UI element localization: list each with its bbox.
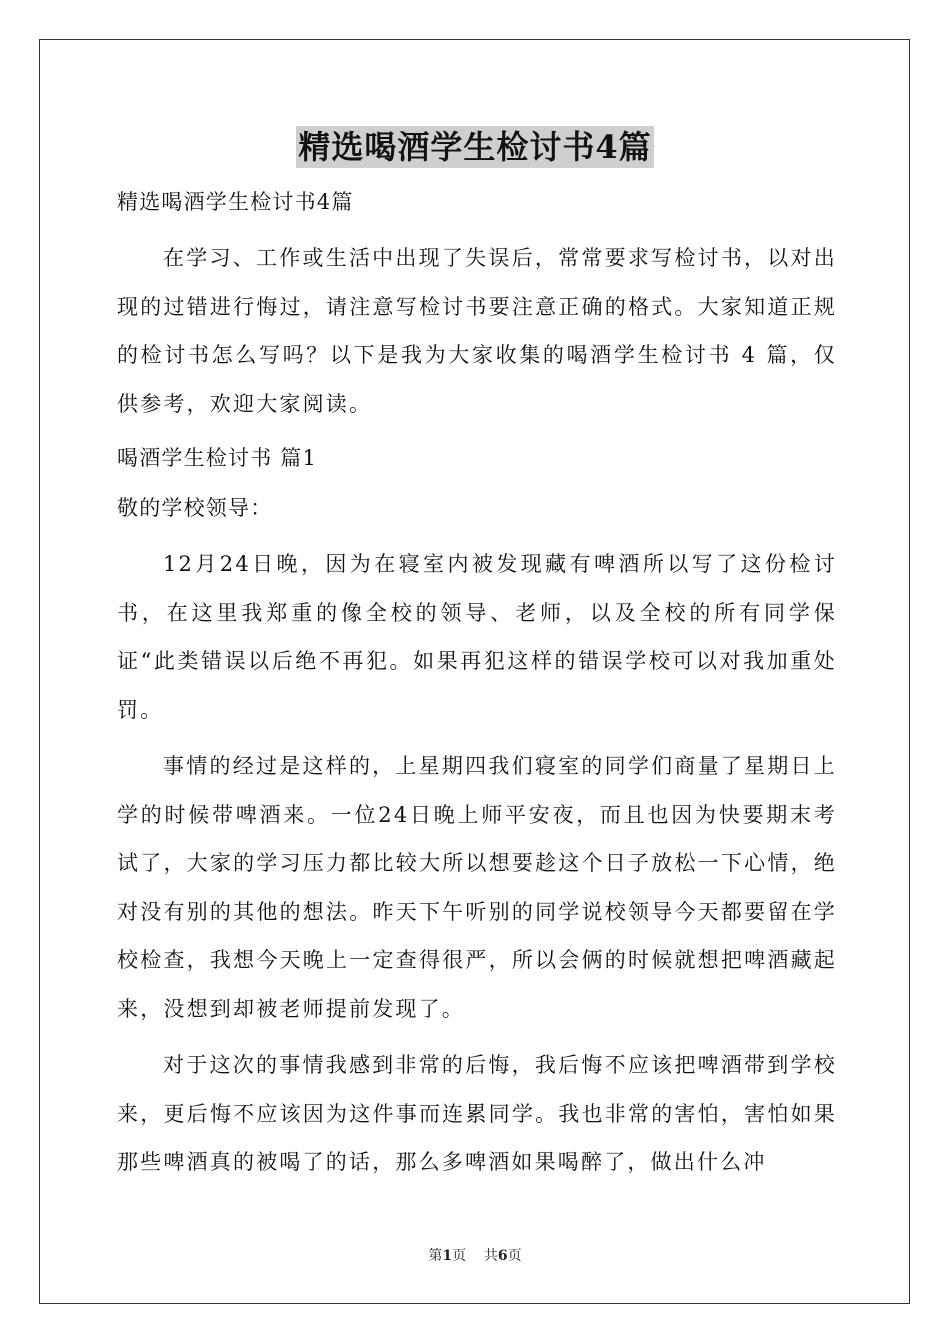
footer-page-prefix: 第: [428, 1248, 443, 1264]
document-subtitle: 精选喝酒学生检讨书4篇: [117, 190, 354, 214]
footer-page-suffix: 页: [507, 1248, 522, 1264]
section-heading: 喝酒学生检讨书 篇1: [117, 446, 318, 470]
document-body: [117, 178, 837, 1187]
body-paragraph-1: 12月24日晚，因为在寝室内被发现藏有啤酒所以写了这份检讨书，在这里我郑重的像全校的领导、老师，以及全校的所有同学保证“此类错误以后绝不再犯。如果再犯这样的错误学校可以对我加重处罚。: [117, 552, 837, 722]
intro-paragraph: 在学习、工作或生活中出现了失误后，常常要求写检讨书，以对出现的过错进行悔过，请注意写检讨书要注意正确的格式。大家知道正规的检讨书怎么写吗？以下是我为大家收集的喝酒学生检讨书 4 篇，仅供参考，欢迎大家阅读。: [117, 246, 837, 416]
title-wrap: [0, 126, 950, 168]
footer-page-current: 1: [442, 1248, 453, 1264]
footer-page-mid: 页 共: [452, 1248, 498, 1264]
page-footer: [0, 1245, 950, 1265]
salutation: 敬的学校领导：: [117, 496, 273, 520]
footer-page-total: 6: [497, 1248, 508, 1264]
document-title: 精选喝酒学生检讨书4篇: [298, 128, 652, 166]
body-paragraph-2: 事情的经过是这样的，上星期四我们寝室的同学们商量了星期日上学的时候带啤酒来。一位24日晚上师平安夜，而且也因为快要期末考试了，大家的学习压力都比较大所以想要趁这个日子放松一下心情，绝对没有别的其他的想法。昨天下午听别的同学说校领导今天都要留在学校检查，我想今天晚上一定查得很严，所以会俩的时候就想把啤酒藏起来，没想到却被老师提前发现了。: [117, 754, 837, 1021]
body-paragraph-3: 对于这次的事情我感到非常的后悔，我后悔不应该把啤酒带到学校来，更后悔不应该因为这件事而连累同学。我也非常的害怕，害怕如果那些啤酒真的被喝了的话，那么多啤酒如果喝醉了，做出什么冲: [117, 1053, 837, 1174]
